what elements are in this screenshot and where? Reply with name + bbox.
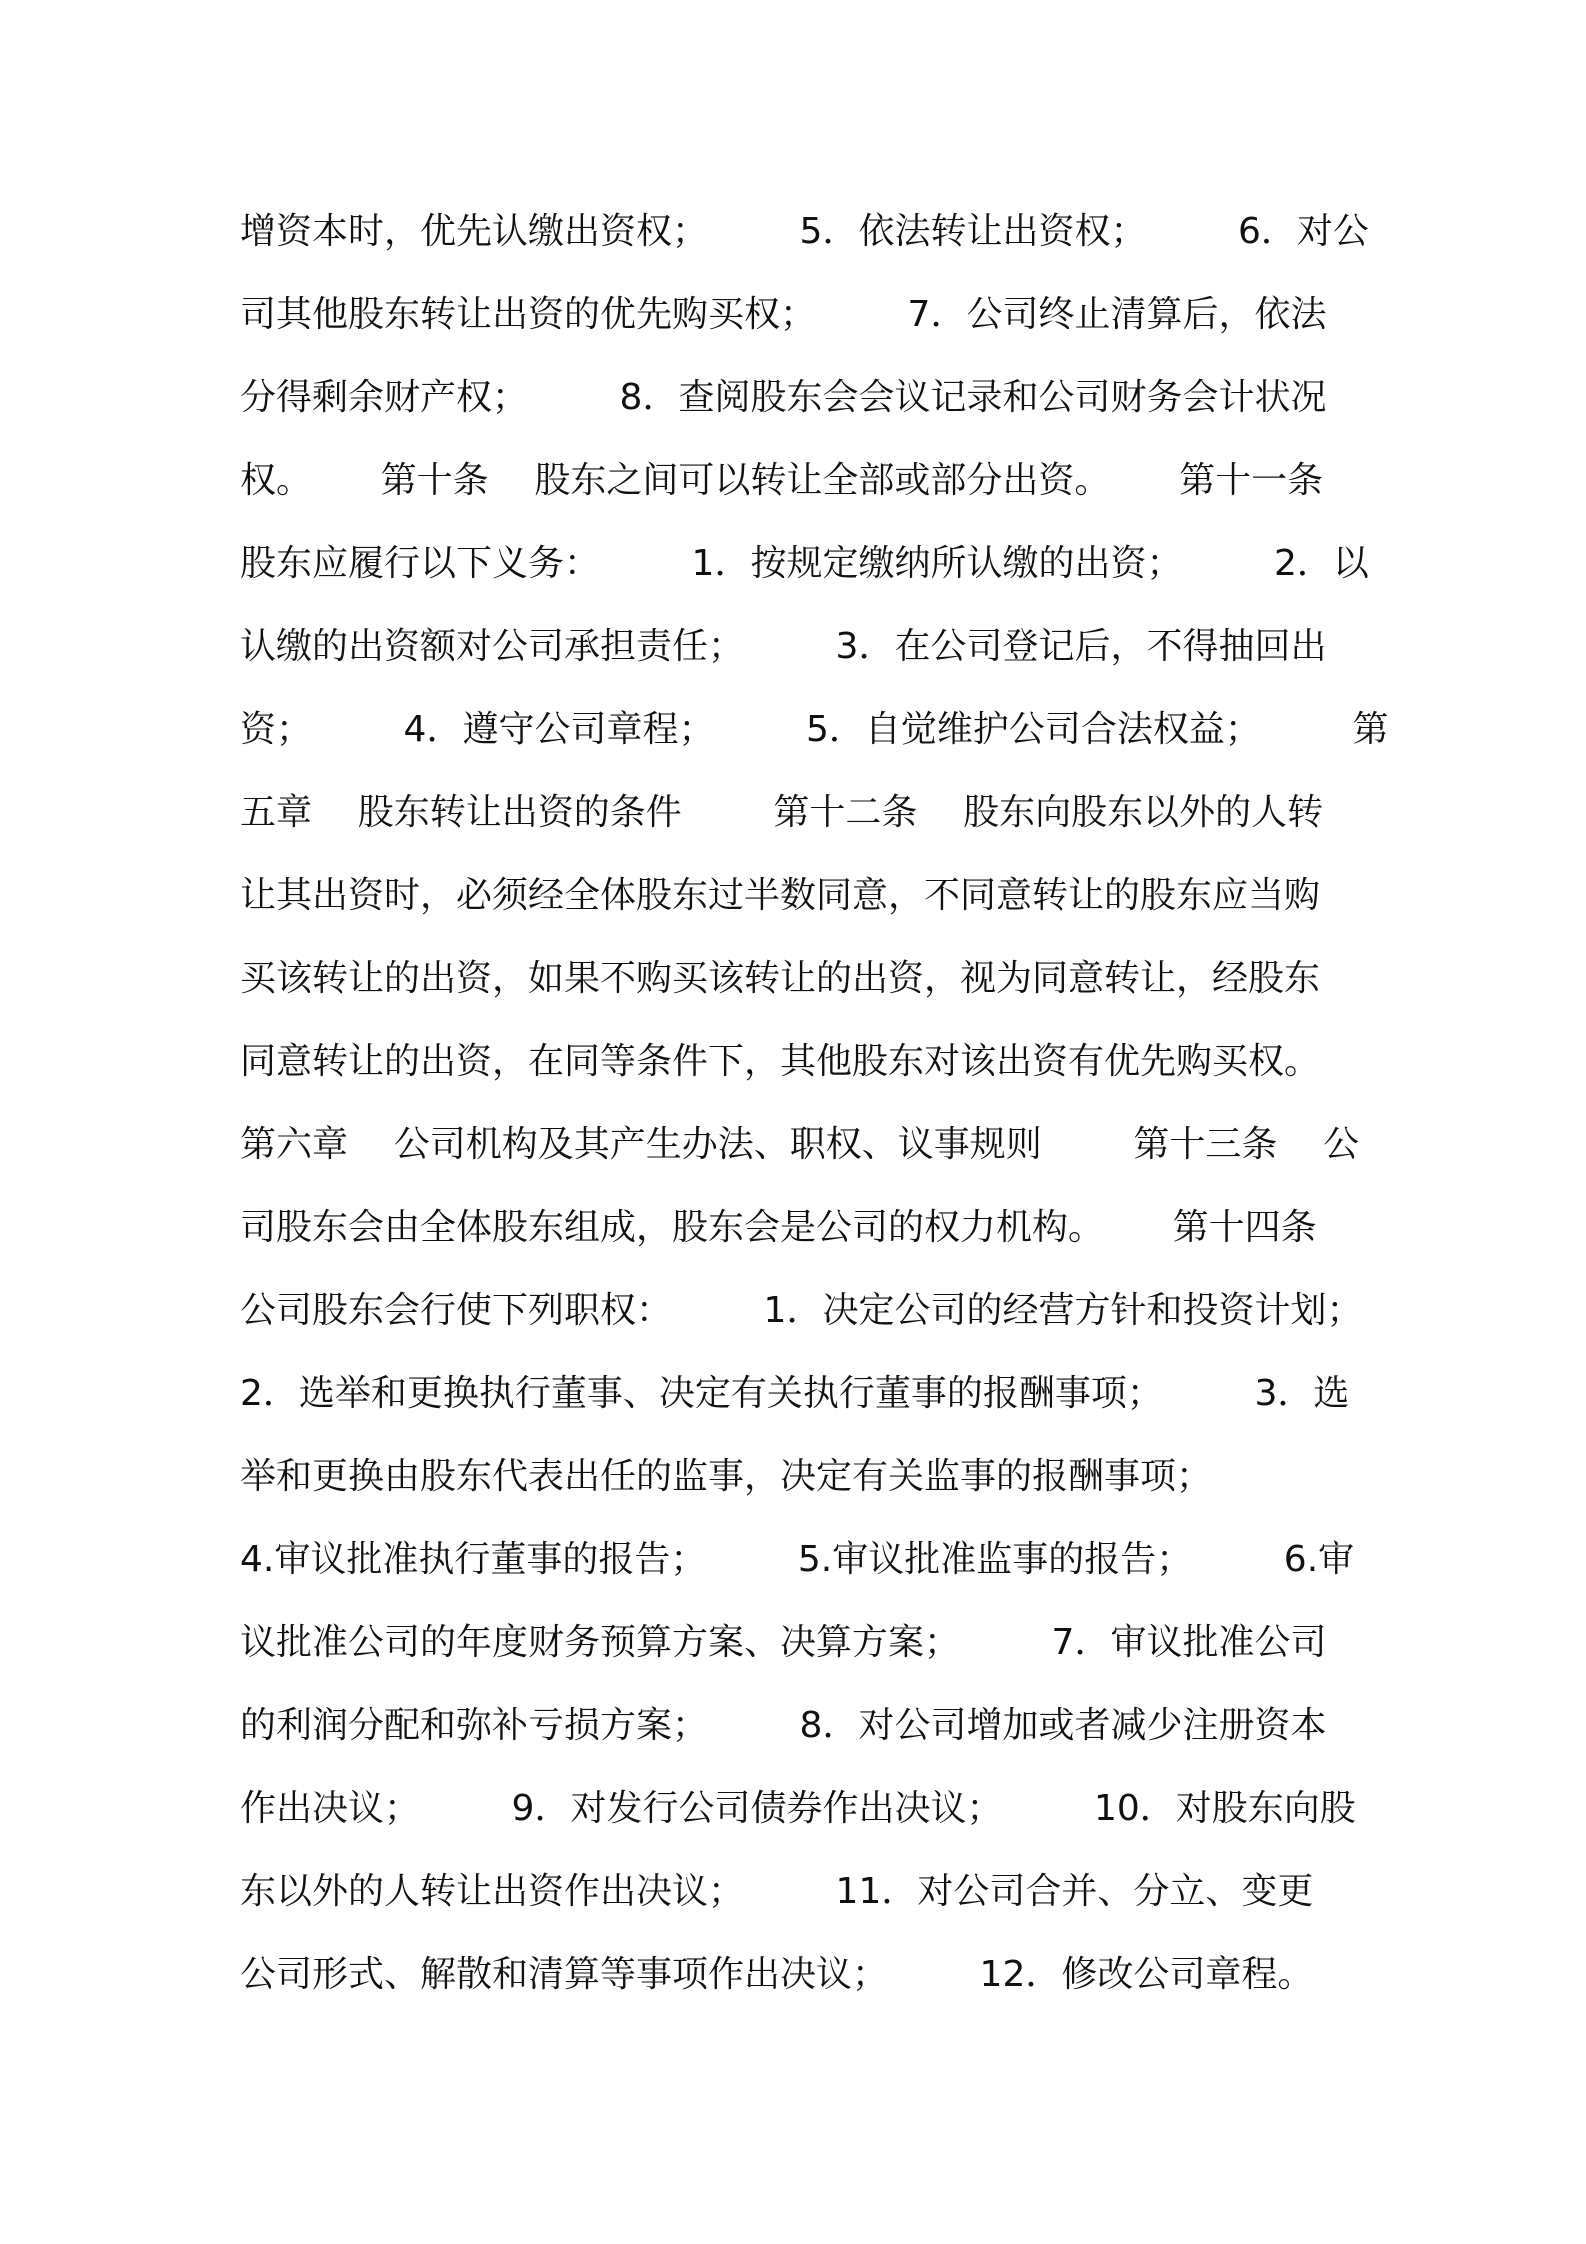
- text-line: 2．选举和更换执行董事、决定有关执行董事的报酬事项； 3．选: [240, 1373, 1350, 1414]
- body-text: [240, 190, 1389, 2016]
- text-line: 东以外的人转让出资作出决议； 11．对公司合并、分立、变更: [240, 1871, 1314, 1912]
- text-line: 4.审议批准执行董事的报告； 5.审议批准监事的报告； 6.审: [240, 1539, 1355, 1580]
- text-line: 股东应履行以下义务： 1．按规定缴纳所认缴的出资； 2．以: [240, 543, 1369, 584]
- text-line: 分得剩余财产权； 8．查阅股东会会议记录和公司财务会计状况: [240, 377, 1327, 418]
- text-line: 的利润分配和弥补亏损方案； 8．对公司增加或者减少注册资本: [240, 1705, 1327, 1746]
- text-line: 买该转让的出资，如果不购买该转让的出资，视为同意转让，经股东: [240, 958, 1321, 999]
- text-line: 五章 股东转让出资的条件 第十二条 股东向股东以外的人转: [240, 792, 1324, 833]
- text-line: 第六章 公司机构及其产生办法、职权、议事规则 第十三条 公: [240, 1124, 1360, 1165]
- text-line: 认缴的出资额对公司承担责任； 3．在公司登记后，不得抽回出: [240, 626, 1327, 667]
- text-line: 举和更换由股东代表出任的监事，决定有关监事的报酬事项；: [240, 1456, 1213, 1497]
- text-line: 作出决议； 9．对发行公司债券作出决议； 10．对股东向股: [240, 1788, 1356, 1829]
- text-line: 公司股东会行使下列职权： 1．决定公司的经营方针和投资计划；: [240, 1290, 1363, 1331]
- text-line: 让其出资时，必须经全体股东过半数同意，不同意转让的股东应当购: [240, 875, 1321, 916]
- text-line: 公司形式、解散和清算等事项作出决议； 12．修改公司章程。: [240, 1954, 1314, 1995]
- text-line: 资； 4．遵守公司章程； 5．自觉维护公司合法权益； 第: [240, 709, 1389, 750]
- text-line: 同意转让的出资，在同等条件下，其他股东对该出资有优先购买权。: [240, 1041, 1321, 1082]
- text-line: 司股东会由全体股东组成，股东会是公司的权力机构。 第十四条: [240, 1207, 1317, 1248]
- text-line: 议批准公司的年度财务预算方案、决算方案； 7．审议批准公司: [240, 1622, 1327, 1663]
- text-line: 权。 第十条 股东之间可以转让全部或部分出资。 第十一条: [240, 460, 1324, 501]
- text-line: 增资本时，优先认缴出资权； 5．依法转让出资权； 6．对公: [240, 211, 1369, 252]
- text-line: 司其他股东转让出资的优先购买权； 7．公司终止清算后，依法: [240, 294, 1327, 335]
